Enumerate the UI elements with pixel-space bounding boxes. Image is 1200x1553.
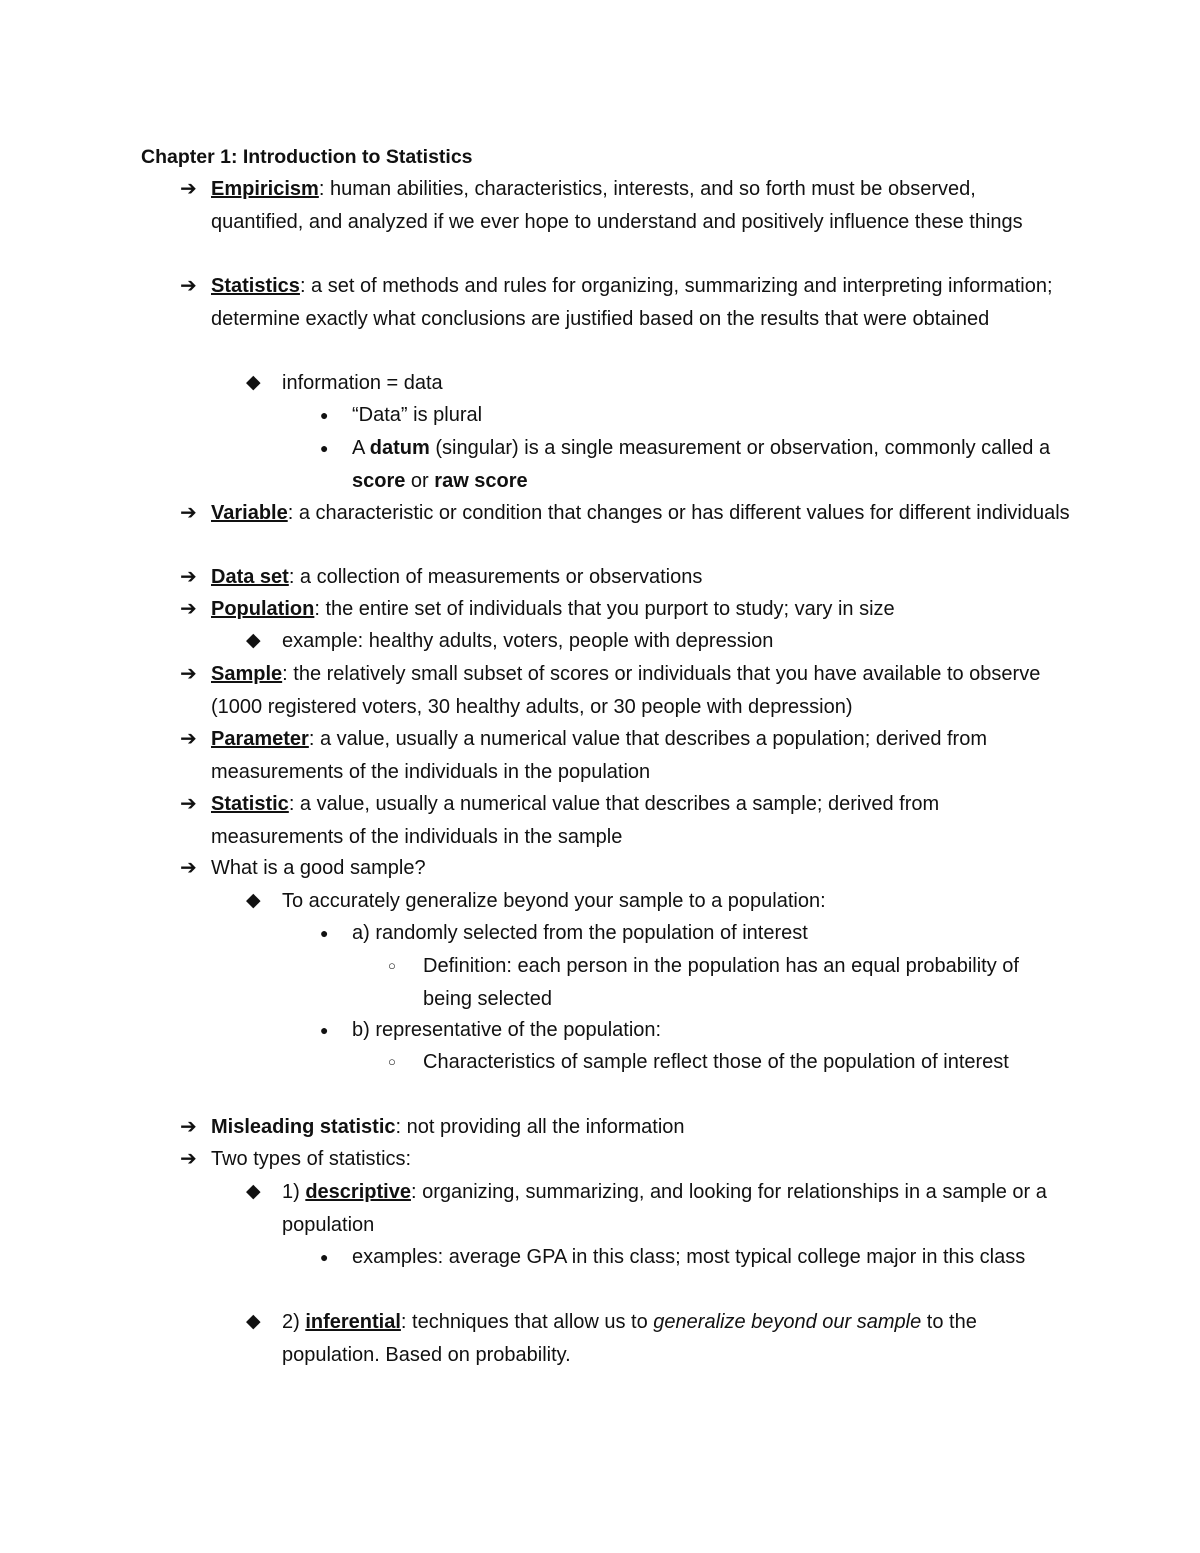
arrow-bullet-icon: ➔ (180, 502, 197, 524)
list-item-statistic (180, 788, 1071, 853)
diamond-bullet-icon: ◆ (246, 1311, 261, 1332)
term: Data set (211, 566, 289, 588)
term: Misleading statistic (211, 1116, 396, 1138)
item-text: examples: average GPA in this class; most typical college major in this class (352, 1246, 1026, 1268)
item-text: A datum (singular) is a single measurement or observation, commonly called a score or raw score (352, 437, 1051, 492)
item-text: What is a good sample? (211, 857, 426, 879)
arrow-bullet-icon: ➔ (180, 728, 197, 750)
arrow-bullet-icon: ➔ (180, 566, 197, 588)
term: Sample (211, 663, 283, 685)
list-item-parameter (180, 723, 1071, 788)
list-item-generalize (246, 885, 1072, 918)
item-text: Parameter: a value, usually a numerical value that describes a population; derived from measurements of the individuals in the population (211, 728, 987, 783)
term: descriptive (305, 1181, 411, 1203)
term: Parameter (211, 728, 309, 750)
list-item-variable (180, 497, 1071, 530)
list-item-representative (320, 1014, 1072, 1047)
arrow-bullet-icon: ➔ (180, 1148, 197, 1170)
term: score (352, 469, 406, 492)
arrow-bullet-icon: ➔ (180, 857, 197, 879)
term: Statistics (211, 275, 300, 297)
item-text: 1) descriptive: organizing, summarizing, and looking for relationships in a sample or a population (282, 1181, 1047, 1236)
list-item-data-plural (320, 399, 1072, 432)
arrow-bullet-icon: ➔ (180, 793, 197, 815)
diamond-bullet-icon: ◆ (246, 890, 261, 911)
list-item-definition (388, 950, 1073, 1015)
list-item-population-example (246, 625, 1072, 658)
list-item-misleading-statistic (180, 1111, 1071, 1144)
list-item-good-sample (180, 852, 1071, 885)
circle-bullet-icon: ○ (388, 1054, 396, 1069)
dot-bullet-icon: ● (320, 440, 329, 456)
item-text: To accurately generalize beyond your sample to a population: (282, 890, 826, 912)
list-item-descriptive-examples (320, 1241, 1072, 1274)
diamond-bullet-icon: ◆ (246, 1181, 261, 1202)
item-text: Characteristics of sample reflect those of the population of interest (423, 1051, 1009, 1073)
list-item-inferential (246, 1306, 1072, 1371)
item-text: Misleading statistic: not providing all the information (211, 1116, 685, 1138)
list-item-information-data (246, 367, 1072, 400)
dot-bullet-icon: ● (320, 1249, 329, 1265)
item-text: 2) inferential: techniques that allow us to generalize beyond our sample to the population. Based on probability. (282, 1311, 977, 1366)
list-item-datum (320, 432, 1072, 497)
term: Empiricism (211, 178, 319, 200)
emphasis: generalize beyond our sample (653, 1311, 922, 1333)
diamond-bullet-icon: ◆ (246, 630, 261, 651)
item-text: a) randomly selected from the population of interest (352, 922, 808, 944)
chapter-title: Chapter 1: Introduction to Statistics (141, 146, 473, 168)
item-text: Data set: a collection of measurements or observations (211, 566, 703, 588)
arrow-bullet-icon: ➔ (180, 663, 197, 685)
list-item-two-types (180, 1143, 1071, 1176)
item-text: Population: the entire set of individuals that you purport to study; vary in size (211, 598, 895, 620)
arrow-bullet-icon: ➔ (180, 1116, 197, 1138)
item-text: Two types of statistics: (211, 1148, 412, 1170)
term: Population (211, 598, 315, 620)
term: Variable (211, 502, 288, 524)
item-text: Statistics: a set of methods and rules for organizing, summarizing and interpreting information; determine exactly what conclusions are justified based on the results that were obtained (211, 275, 1053, 330)
item-text: Sample: the relatively small subset of scores or individuals that you have available to observe (1000 registered voters, 30 healthy adults, or 30 people with depression) (211, 663, 1041, 718)
term: inferential (305, 1311, 401, 1333)
item-text: example: healthy adults, voters, people with depression (282, 630, 774, 652)
item-text: information = data (282, 372, 443, 394)
arrow-bullet-icon: ➔ (180, 275, 197, 297)
list-item-randomly-selected (320, 917, 1072, 950)
list-item-empiricism (180, 173, 1071, 238)
item-text: Variable: a characteristic or condition that changes or has different values for different individuals (211, 502, 1070, 524)
list-item-data-set (180, 561, 1071, 594)
list-item-population (180, 593, 1071, 626)
term: raw score (434, 469, 528, 492)
circle-bullet-icon: ○ (388, 958, 396, 973)
arrow-bullet-icon: ➔ (180, 598, 197, 620)
dot-bullet-icon: ● (320, 1022, 329, 1038)
item-text: Statistic: a value, usually a numerical value that describes a sample; derived from measurements of the individuals in the sample (211, 793, 940, 848)
item-text: b) representative of the population: (352, 1019, 662, 1041)
item-text: Empiricism: human abilities, characteristics, interests, and so forth must be observed, quantified, and analyzed if we ever hope to understand and positively influence these things (211, 178, 1023, 233)
list-item-statistics (180, 270, 1071, 335)
arrow-bullet-icon: ➔ (180, 178, 197, 200)
dot-bullet-icon: ● (320, 925, 329, 941)
list-item-sample (180, 658, 1071, 723)
list-item-descriptive (246, 1176, 1072, 1241)
term: datum (369, 437, 430, 459)
term: Statistic (211, 793, 289, 815)
dot-bullet-icon: ● (320, 407, 329, 423)
diamond-bullet-icon: ◆ (246, 372, 261, 393)
list-item-characteristics (388, 1046, 1073, 1079)
item-text: Definition: each person in the population has an equal probability of being selected (423, 955, 1019, 1010)
item-text: “Data” is plural (352, 404, 483, 426)
